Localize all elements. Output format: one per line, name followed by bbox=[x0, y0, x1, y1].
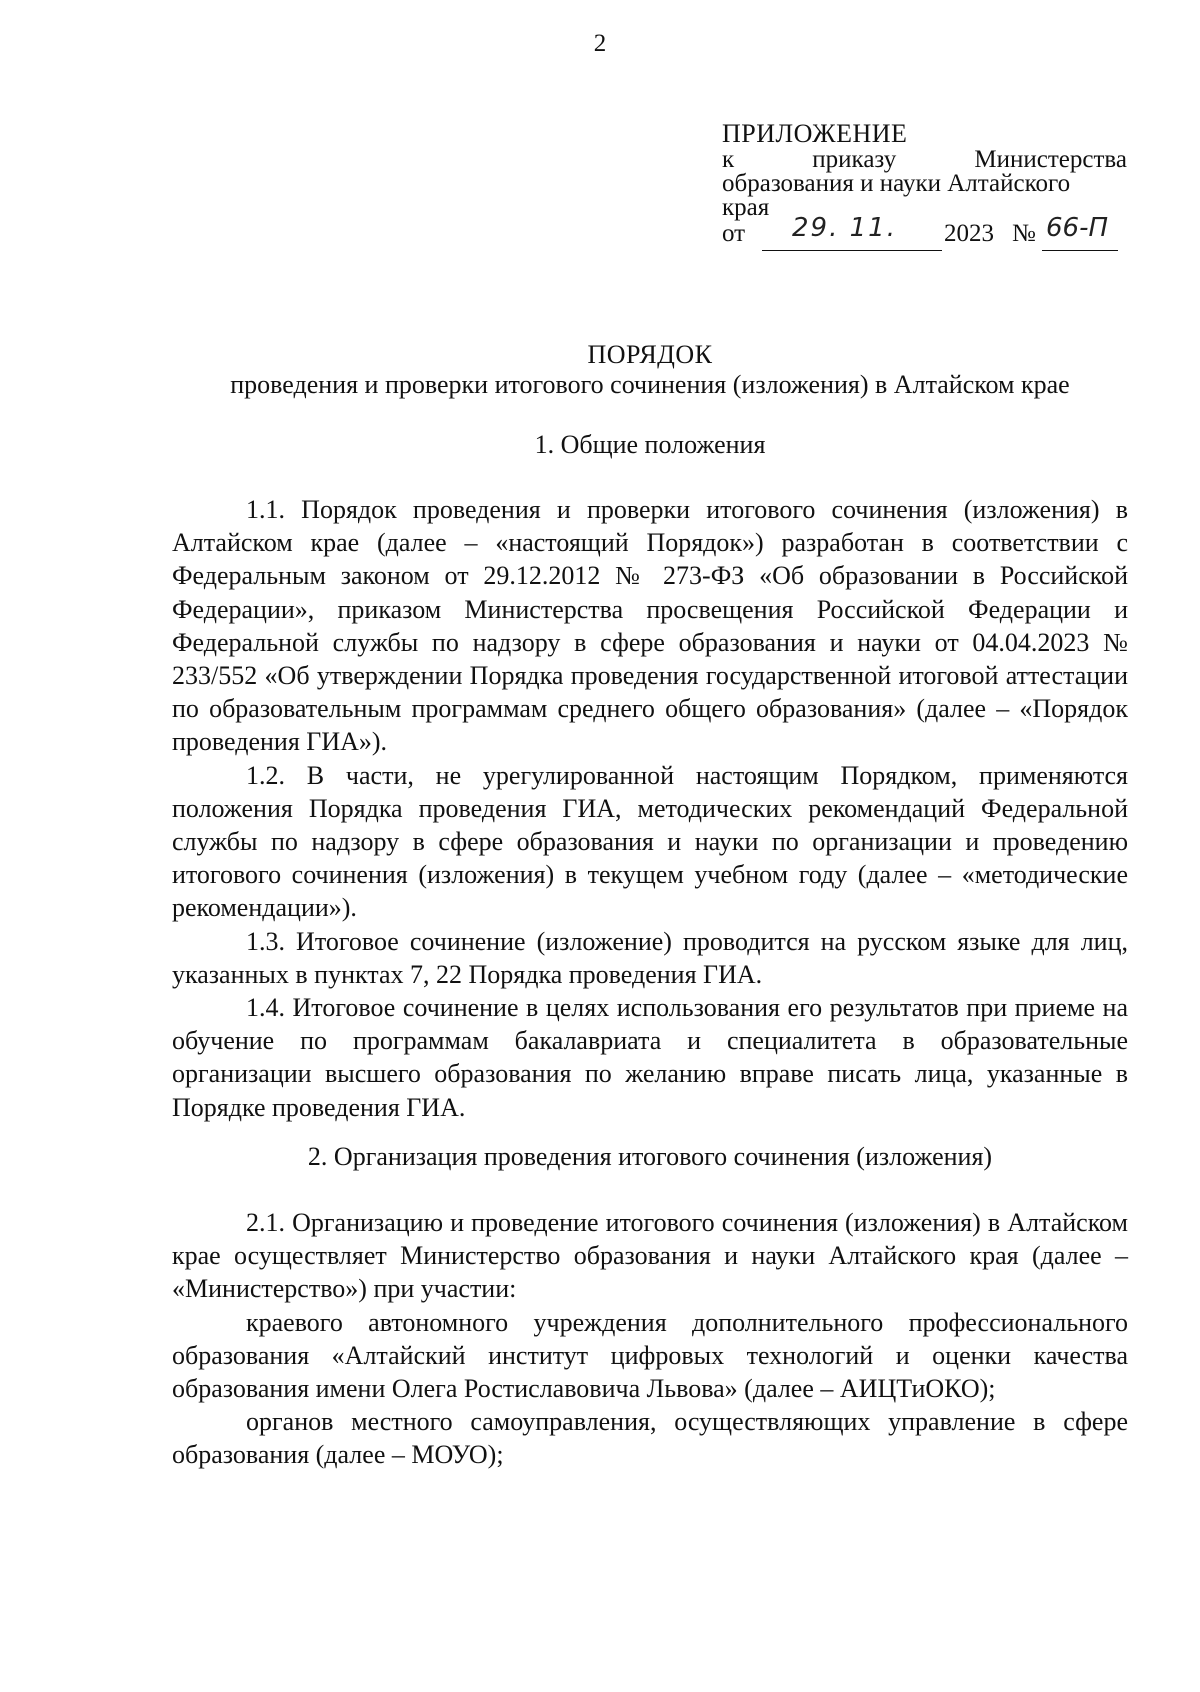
order-year: 2023 bbox=[944, 220, 994, 247]
document-title: ПОРЯДОК bbox=[587, 340, 713, 369]
appendix-line-3: края bbox=[722, 194, 770, 221]
paragraph-1-3: 1.3. Итоговое сочинение (изложение) проводится на русском языке для лиц, указанных в пунктах 7, 22 Порядка проведения ГИА. bbox=[172, 926, 1128, 989]
date-prefix: от bbox=[722, 220, 746, 247]
appendix-line-2: образования и науки Алтайского bbox=[722, 170, 1071, 197]
appendix-title: ПРИЛОЖЕНИЕ bbox=[722, 119, 908, 148]
paragraph-2-1: 2.1. Организацию и проведение итогового сочинения (изложения) в Алтайском крае осуществляет Министерство образования и науки Алтайского края (далее – «Министерство») при участии: bbox=[172, 1208, 1128, 1304]
paragraph-1-2: 1.2. В части, не урегулированной настоящим Порядком, применяются положения Порядка проведения ГИА, методических рекомендаций Федеральной службы по надзору в сфере образования и науки по организации и проведению итогового сочинения (изложения) в текущем учебном году (далее – «методические рекомендации»). bbox=[172, 760, 1128, 923]
page-number: 2 bbox=[593, 30, 607, 57]
document-title-block bbox=[170, 340, 1130, 400]
document-subtitle: проведения и проверки итогового сочинения (изложения) в Алтайском крае bbox=[230, 370, 1070, 399]
paragraph-1-4: 1.4. Итоговое сочинение в целях использования его результатов при приеме на обучение по программам бакалавриата и специалитета в образовательные организации высшего образования по желанию вправе писать лица, указанные в Порядке проведения ГИА. bbox=[172, 993, 1128, 1122]
handwritten-date: 29. 11. bbox=[792, 213, 897, 243]
section-1-heading: 1. Общие положения bbox=[534, 430, 766, 459]
section-1-body bbox=[172, 493, 1128, 1124]
number-label: № bbox=[1012, 220, 1036, 247]
appendix-line-1: к приказу Министерства bbox=[722, 146, 1127, 173]
handwritten-number: 66-П bbox=[1046, 213, 1109, 243]
section-2-heading: 2. Организация проведения итогового сочинения (изложения) bbox=[307, 1142, 993, 1171]
appendix-date-line bbox=[722, 213, 1127, 252]
section-2-body bbox=[172, 1206, 1128, 1472]
paragraph-1-1: 1.1. Порядок проведения и проверки итогового сочинения (изложения) в Алтайском крае (далее – «настоящий Порядок») разработан в соответствии с Федеральным законом от 29.12.2012 № 273-ФЗ «Об образовании в Российской Федерации», приказом Министерства просвещения Российской Федерации и Федеральной службы по надзору в сфере образования и науки от 04.04.2023 № 233/552 «Об утверждении Порядка проведения государственной итоговой аттестации по образовательным программам среднего общего образования» (далее – «Порядок проведения ГИА»). bbox=[172, 495, 1128, 757]
appendix-block bbox=[722, 119, 1127, 252]
paragraph-2-1-item-1: краевого автономного учреждения дополнительного профессионального образования «Алтайский институт цифровых технологий и оценки качества образования имени Олега Ростиславовича Львова» (далее – АИЦТиОКО); bbox=[172, 1307, 1128, 1404]
paragraph-2-1-item-2: органов местного самоуправления, осуществляющих управление в сфере образования (далее – МОУО); bbox=[172, 1407, 1128, 1470]
